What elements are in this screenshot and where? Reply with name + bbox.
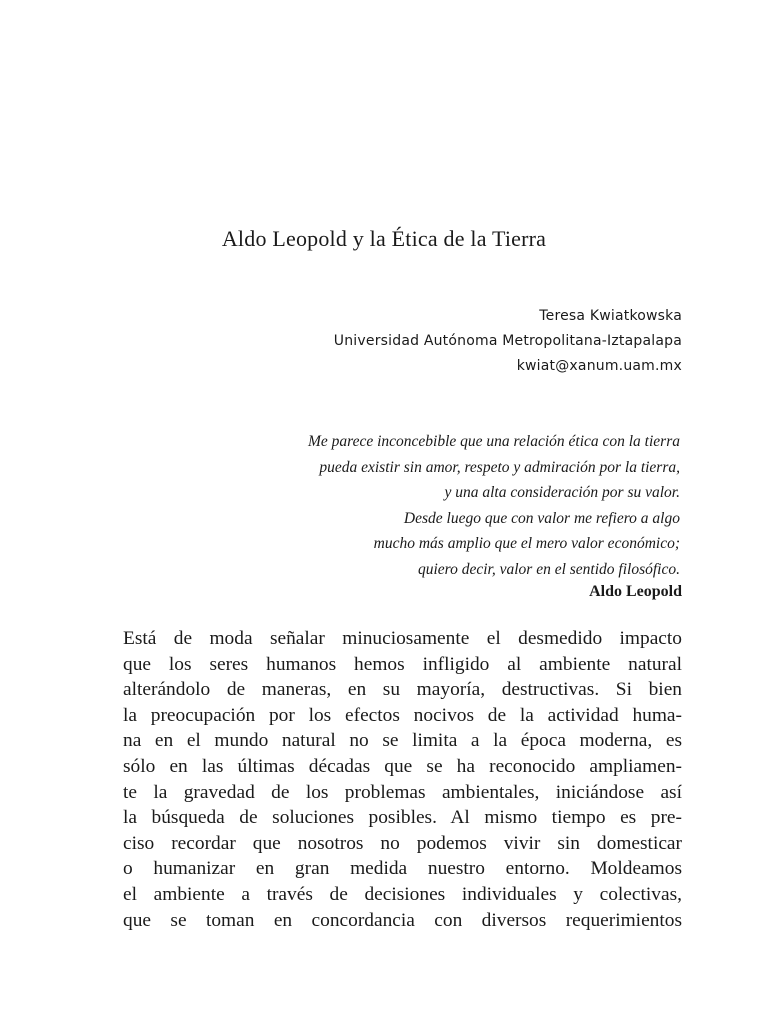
author-block [182, 304, 682, 379]
epigraph-line: mucho más amplio que el mero valor económico; [373, 535, 680, 552]
body-line: Está de moda señalar minuciosamente el desmedido impacto [123, 628, 682, 649]
body-line: sólo en las últimas décadas que se ha reconocido ampliamen- [123, 755, 682, 777]
author-name: Teresa Kwiatkowska [539, 308, 682, 324]
body-line: la preocupación por los efectos nocivos de la actividad huma- [123, 704, 682, 726]
body-line: la búsqueda de soluciones posibles. Al mismo tiempo es pre- [123, 807, 682, 829]
author-affiliation: Universidad Autónoma Metropolitana-Iztapalapa [333, 333, 682, 349]
epigraph-line: Desde luego que con valor me refiero a algo [403, 509, 680, 527]
epigraph-line: quiero decir, valor en el sentido filosófico. [417, 560, 680, 578]
epigraph-line: y una alta consideración por su valor. [444, 484, 680, 501]
body-line: ciso recordar que nosotros no podemos vivir sin domesticar [123, 832, 682, 854]
epigraph [120, 429, 680, 582]
body-line: que se toman en concordancia con diversos requerimientos [123, 909, 682, 931]
epigraph-line: pueda existir sin amor, respeto y admiración por la tierra, [319, 458, 680, 476]
body-line: el ambiente a través de decisiones individuales y colectivas, [123, 883, 682, 905]
article-title: Aldo Leopold y la Ética de la Tierra [221, 226, 547, 251]
epigraph-attribution: Aldo Leopold [589, 583, 682, 600]
body-line: te la gravedad de los problemas ambientales, iniciándose así [123, 781, 682, 803]
body-line: o humanizar en gran medida nuestro entorno. Moldeamos [123, 858, 682, 880]
epigraph-line: Me parece inconcebible que una relación ética con la tierra [307, 433, 680, 450]
body-line: na en el mundo natural no se limita a la época moderna, es [123, 730, 682, 752]
body-line: alterándolo de maneras, en su mayoría, destructivas. Si bien [123, 679, 682, 701]
author-email: kwiat@xanum.uam.mx [516, 358, 682, 374]
body-paragraph [123, 626, 682, 933]
body-line: que los seres humanos hemos infligido al ambiente natural [123, 653, 682, 675]
